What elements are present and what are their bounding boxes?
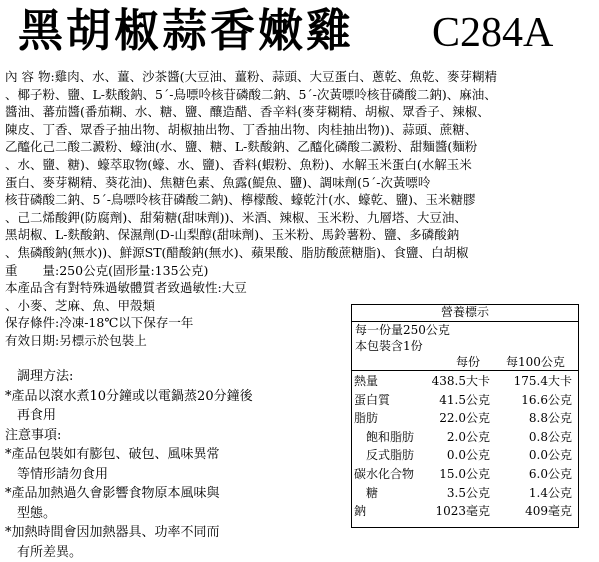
- usage-line: 型態。: [5, 504, 253, 524]
- nutrient-name: 鈉: [354, 502, 366, 521]
- usage-instructions: [5, 367, 253, 562]
- nutrition-column-headers: [352, 354, 578, 371]
- ingredients-line: 核苷磷酸二鈉、5´-鳥嘌呤核苷磷酸二鈉)、檸檬酸、蠔乾汁(水、蠔乾、鹽)、玉米糖膠: [5, 191, 595, 209]
- per-serving-value: 41.5公克: [439, 391, 490, 410]
- nutrient-name: 糖: [354, 484, 378, 503]
- ingredients-line: 醬油、蕃茄醬(番茄糊、水、糖、鹽、釀造醋、香辛料(麥芽糊精、胡椒、眾香子、辣椒、: [5, 103, 595, 121]
- per-serving-value: 1023毫克: [435, 502, 490, 521]
- per-100g-value: 16.6公克: [521, 391, 572, 410]
- usage-line: *加熱時間會因加熱器具、功率不同而: [5, 523, 253, 543]
- per-serving-value: 3.5公克: [447, 484, 490, 503]
- ingredients-list: [5, 68, 595, 262]
- per-100g-value: 8.8公克: [529, 409, 572, 428]
- ingredients-line: 黑胡椒、L-麩酸鈉、保濕劑(D-山梨醇(甜味劑)、玉米粉、馬鈴薯粉、鹽、多磷酸鈉: [5, 226, 595, 244]
- per-100g-value: 409毫克: [525, 502, 572, 521]
- col-per-100g: 每100公克: [506, 354, 565, 370]
- nutrition-row: [352, 409, 578, 428]
- per-100g-value: 1.4公克: [529, 484, 572, 503]
- per-100g-value: 6.0公克: [529, 465, 572, 484]
- expiry-date: 有效日期:另標示於包裝上: [5, 332, 595, 350]
- usage-line: *產品加熱過久會影響食物原本風味與: [5, 484, 253, 504]
- ingredients-line: 內 容 物:雞肉、水、薑、沙茶醬(大豆油、薑粉、蒜頭、大豆蛋白、蔥乾、魚乾、麥芽糊精: [5, 68, 595, 86]
- per-serving-value: 22.0公克: [439, 409, 490, 428]
- allergen-line-2: 、小麥、芝麻、魚、甲殼類: [5, 297, 595, 315]
- nutrient-name: 脂肪: [354, 409, 378, 428]
- per-serving-value: 2.0公克: [447, 428, 490, 447]
- nutrition-facts-table: [351, 304, 579, 528]
- usage-line: 有所差異。: [5, 543, 253, 562]
- nutrition-row: [352, 372, 578, 391]
- nutrient-name: 飽和脂肪: [354, 428, 414, 447]
- ingredients-line: 、焦磷酸鈉(無水))、鮮源ST(醋酸鈉(無水)、蘋果酸、脂肪酸蔗糖脂)、食鹽、白胡椒: [5, 244, 595, 262]
- ingredients-line: 、椰子粉、鹽、L-麩酸鈉、5´-鳥嘌呤核苷磷酸二鈉、5´-次黃嘌呤核苷磷酸二鈉)、麻油、: [5, 86, 595, 104]
- usage-line: *產品包裝如有膨包、破包、風味異常: [5, 445, 253, 465]
- nutrient-name: 熱量: [354, 372, 378, 391]
- product-code: C284A: [432, 6, 553, 60]
- usage-line: 調理方法:: [5, 367, 253, 387]
- per-serving-value: 438.5大卡: [432, 372, 490, 391]
- storage-condition: 保存條件:冷凍-18℃以下保存一年: [5, 314, 595, 332]
- nutrition-header: 營養標示: [352, 305, 578, 322]
- ingredients-line: 陳皮、丁香、眾香子抽出物、胡椒抽出物、丁香抽出物、肉桂抽出物))、蒜頭、蔗糖、: [5, 121, 595, 139]
- usage-line: 等情形請勿食用: [5, 465, 253, 485]
- per-100g-value: 0.8公克: [529, 428, 572, 447]
- usage-line: 再食用: [5, 406, 253, 426]
- ingredients-line: 、水、鹽、糖)、蠔萃取物(蠔、水、鹽)、香料(蝦粉、魚粉)、水解玉米蛋白(水解玉米: [5, 156, 595, 174]
- per-100g-value: 175.4大卡: [514, 372, 572, 391]
- allergen-line-1: 本產品含有對特殊過敏體質者致過敏性:大豆: [5, 279, 595, 297]
- nutrition-row: [352, 484, 578, 503]
- nutrition-row: [352, 502, 578, 521]
- product-title: 黑胡椒蒜香嫩雞: [18, 2, 354, 60]
- nutrition-row: [352, 428, 578, 447]
- ingredients-line: 乙醯化己二酸二澱粉、蠔油(水、鹽、糖、L-麩酸鈉、乙醯化磷酸二澱粉、甜麵醬(麵粉: [5, 138, 595, 156]
- per-serving-value: 0.0公克: [447, 446, 490, 465]
- servings-per-package: 本包裝含1份: [352, 338, 578, 354]
- ingredients-line: 、己二烯酸鉀(防腐劑)、甜菊糖(甜味劑))、米酒、辣椒、玉米粉、九層塔、大豆油、: [5, 209, 595, 227]
- nutrition-row: [352, 446, 578, 465]
- nutrient-name: 蛋白質: [354, 391, 390, 410]
- ingredients-line: 蛋白、麥芽糊精、葵花油)、焦糖色素、魚露(鯷魚、鹽)、調味劑(5´-次黃嘌呤: [5, 174, 595, 192]
- per-100g-value: 0.0公克: [529, 446, 572, 465]
- nutrient-name: 碳水化合物: [354, 465, 414, 484]
- nutrition-rows: [352, 371, 578, 521]
- serving-size: 每一份量250公克: [352, 322, 578, 338]
- nutrition-row: [352, 465, 578, 484]
- nutrition-row: [352, 391, 578, 410]
- usage-line: 注意事項:: [5, 426, 253, 446]
- nutrient-name: 反式脂肪: [354, 446, 414, 465]
- per-serving-value: 15.0公克: [439, 465, 490, 484]
- net-weight: 重 量:250公克(固形量:135公克): [5, 262, 595, 280]
- usage-line: *產品以滾水煮10分鐘或以電鍋蒸20分鐘後: [5, 387, 253, 407]
- col-per-serving: 每份: [456, 354, 480, 370]
